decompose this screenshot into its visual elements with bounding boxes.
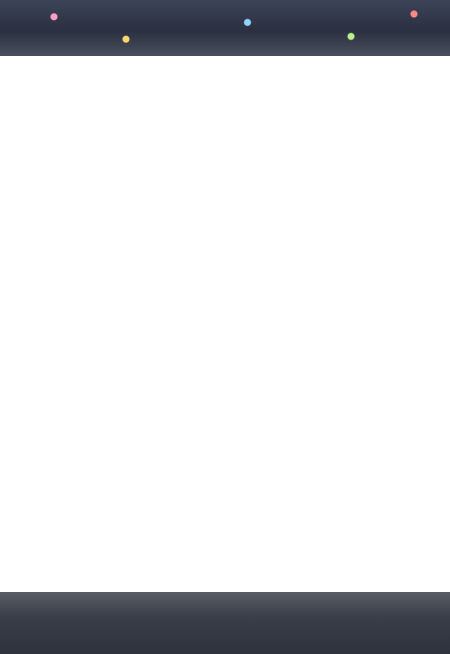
donor-list (27, 62, 445, 592)
thanks-message (0, 612, 450, 646)
top-banner (0, 0, 450, 56)
heart-strip-left (0, 56, 10, 592)
bottom-banner (0, 592, 450, 654)
heart-row-bottom (0, 594, 450, 608)
heart-row-top (0, 36, 450, 50)
